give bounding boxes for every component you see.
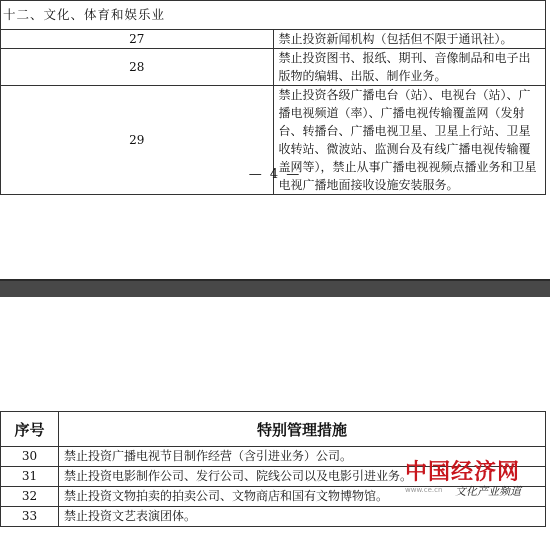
row-number: 30 — [1, 447, 59, 467]
row-number: 27 — [1, 30, 274, 49]
table-header-row — [1, 412, 546, 447]
row-number: 31 — [1, 467, 59, 487]
table-row — [1, 30, 546, 49]
row-number: 28 — [1, 49, 274, 86]
row-text: 禁止投资新闻机构（包括但不限于通讯社）。 — [273, 30, 546, 49]
measures-table-bottom — [0, 411, 546, 527]
table-row — [1, 467, 546, 487]
header-special-measures: 特别管理措施 — [59, 412, 546, 447]
document-page-bottom — [0, 297, 550, 536]
table-row — [1, 447, 546, 467]
page-number: — 4 — — [248, 167, 302, 182]
header-serial-number: 序号 — [1, 412, 59, 447]
page-divider — [0, 279, 550, 299]
section-header-row — [1, 1, 546, 30]
row-number: 33 — [1, 507, 59, 527]
row-text: 禁止投资文艺表演团体。 — [59, 507, 546, 527]
row-number: 32 — [1, 487, 59, 507]
row-text: 禁止投资电影制作公司、发行公司、院线公司以及电影引进业务。 — [59, 467, 546, 487]
table-row — [1, 487, 546, 507]
row-text: 禁止投资文物拍卖的拍卖公司、文物商店和国有文物博物馆。 — [59, 487, 546, 507]
watermark-url: www.ce.cn — [405, 486, 443, 494]
measures-table-top — [0, 0, 546, 195]
row-text: 禁止投资图书、报纸、期刊、音像制品和电子出版物的编辑、出版、制作业务。 — [273, 49, 546, 86]
row-text: 禁止投资各级广播电台（站）、电视台（站）、广播电视频道（率）、广播电视传输覆盖网（发射台、转播台、广播电视卫星、卫星上行站、卫星收转站、微波站、监测台及有线广播电视传输覆盖网等），禁止从事广播电视视频点播业务和卫星电视广播地面接收设施安装服务。 — [273, 86, 546, 195]
watermark-channel: 文化产业频道 — [455, 485, 521, 498]
row-text: 禁止投资广播电视节目制作经营（含引进业务）公司。 — [59, 447, 546, 467]
watermark-main: 中国经济网 — [405, 460, 521, 485]
table-row — [1, 49, 546, 86]
table-row — [1, 507, 546, 527]
row-number: 29 — [1, 86, 274, 195]
section-title: 十二、文化、体育和娱乐业 — [1, 1, 546, 30]
